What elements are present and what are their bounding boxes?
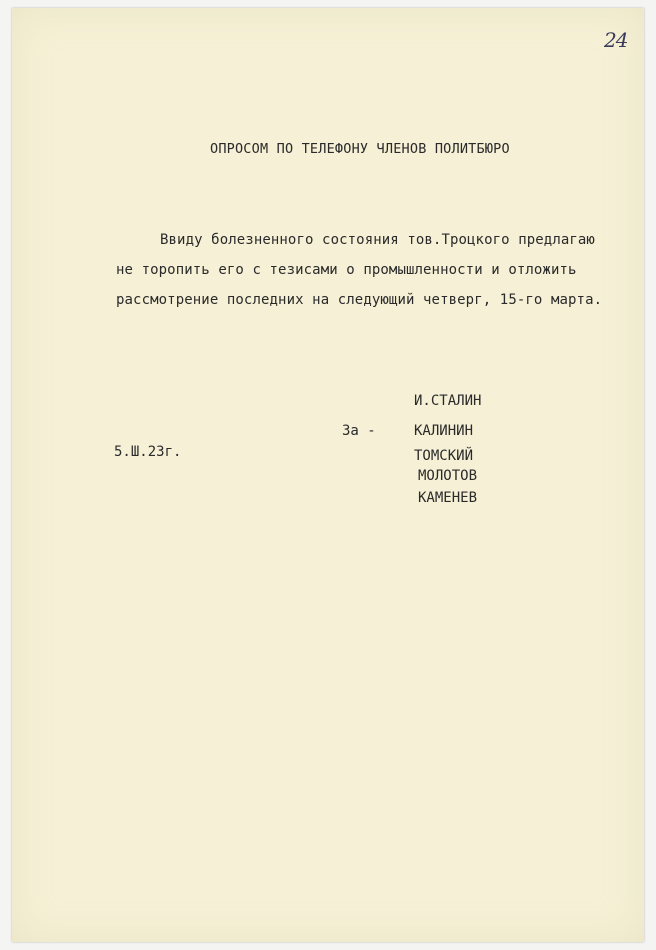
document-title: ОПРОСОМ ПО ТЕЛЕФОНУ ЧЛЕНОВ ПОЛИТБЮРО bbox=[210, 141, 510, 157]
document-date: 5.Ш.23г. bbox=[114, 444, 182, 460]
supporter-molotov: МОЛОТОВ bbox=[418, 468, 478, 484]
body-line-1: Ввиду болезненного состояния тов.Троцкого предлагаю bbox=[160, 232, 595, 248]
supporter-kalinin: КАЛИНИН bbox=[414, 423, 474, 439]
body-line-2: не торопить его с тезисами о промышленности и отложить bbox=[116, 262, 577, 278]
author-signature: И.СТАЛИН bbox=[414, 393, 482, 409]
votes-for-label: За - bbox=[342, 423, 376, 439]
supporter-kamenev: КАМЕНЕВ bbox=[418, 490, 478, 506]
body-line-3: рассмотрение последних на следующий четверг, 15-го марта. bbox=[116, 292, 603, 308]
document-page bbox=[12, 8, 644, 942]
folio-number: 24 bbox=[604, 28, 628, 52]
supporter-tomsky: ТОМСКИЙ bbox=[414, 448, 474, 464]
